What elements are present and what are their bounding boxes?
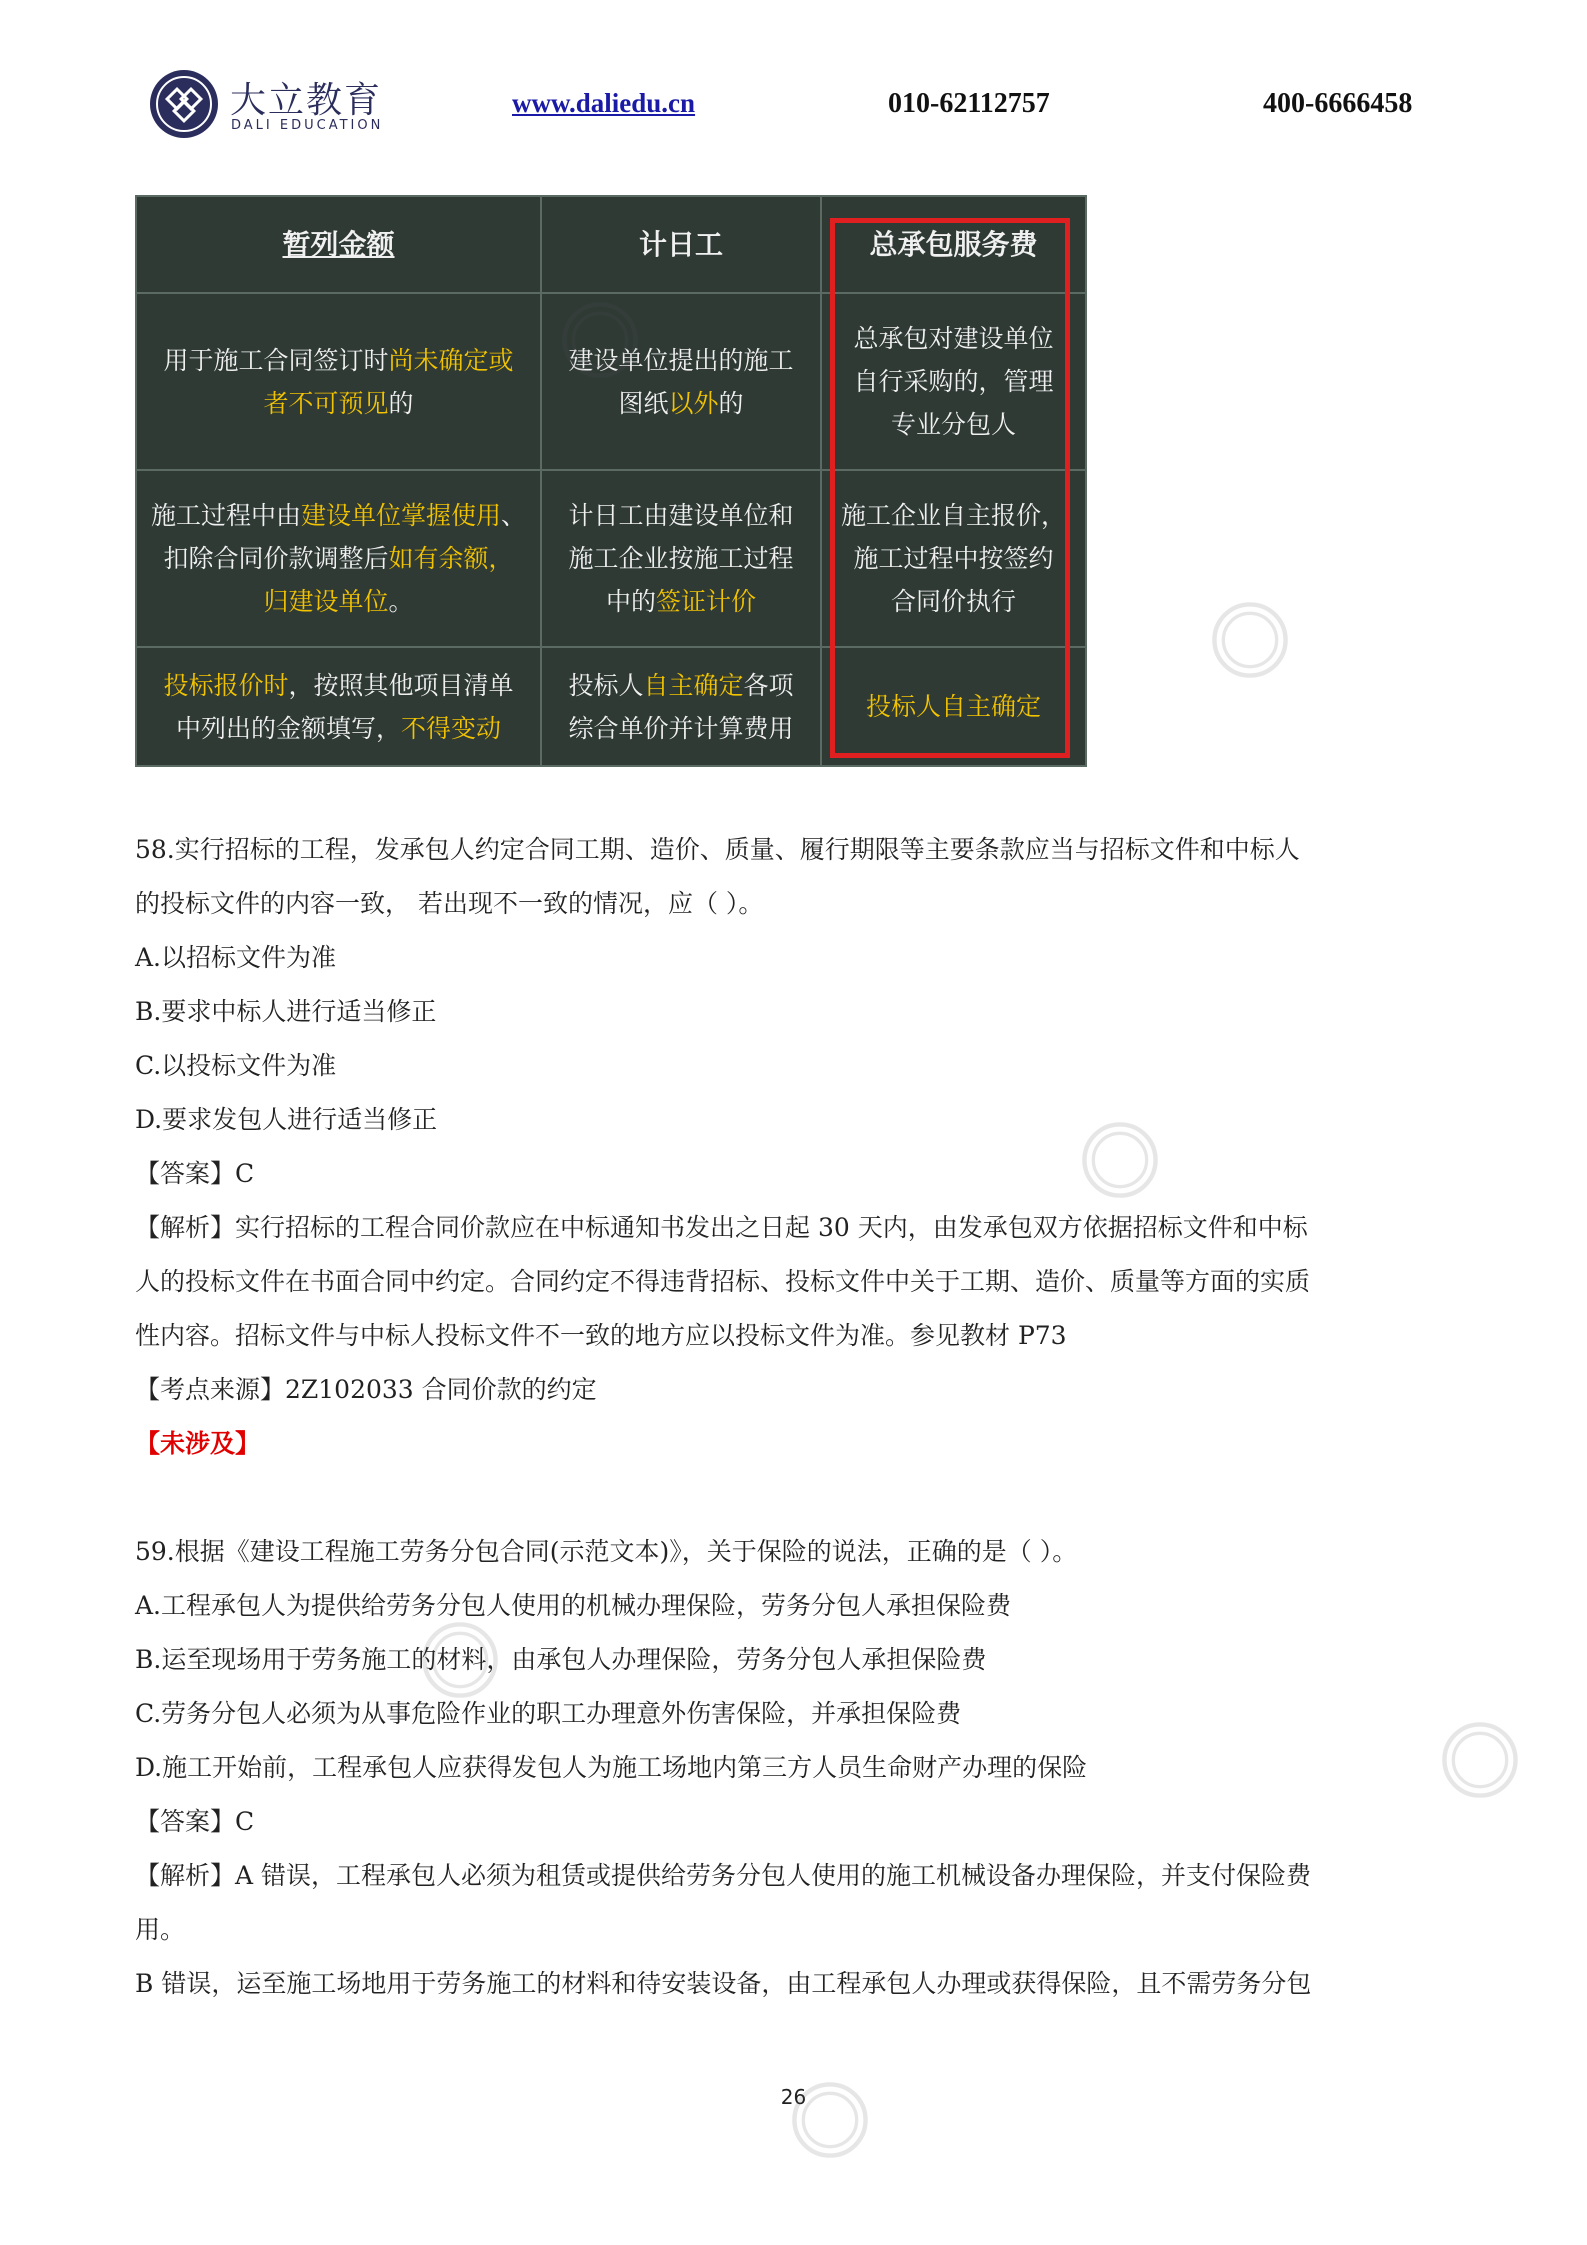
table-cell xyxy=(136,293,541,470)
cell-text: 中的 xyxy=(605,587,656,617)
cell-text: 投标人 xyxy=(568,670,644,700)
cell-text: 中列出的金额填写， xyxy=(175,713,401,743)
brand-name-en: DALI EDUCATION xyxy=(231,118,384,133)
table-cell xyxy=(541,470,821,647)
q59-option-d: D.施工开始前，工程承包人应获得发包人为施工场地内第三方人员生命财产办理的保险 xyxy=(135,1753,1088,1782)
cell-highlight: 尚未确定或 xyxy=(388,345,514,375)
q58-explanation-line3: 性内容。招标文件与中标人投标文件不一致的地方应以投标文件为准。参见教材 P73 xyxy=(135,1321,1067,1350)
cell-text: 计日工由建设单位和 xyxy=(568,501,794,531)
cell-highlight: 自主确定 xyxy=(643,670,744,700)
highlight-frame xyxy=(830,218,1070,758)
header-provisional-sum: 暂列金额 xyxy=(136,196,541,293)
q58-tag: 【未涉及】 xyxy=(135,1429,261,1458)
cell-text: 施工企业自主报价， xyxy=(840,501,1066,531)
q58-option-b: B.要求中标人进行适当修正 xyxy=(135,997,437,1026)
q58-explanation-line2: 人的投标文件在书面合同中约定。合同约定不得违背招标、投标文件中关于工期、造价、质量等方面的实质 xyxy=(135,1267,1311,1296)
q59-option-c: C.劳务分包人必须为从事危险作业的职工办理意外伤害保险，并承担保险费 xyxy=(135,1699,962,1728)
cell-text: 扣除合同价款调整后 xyxy=(163,544,389,574)
cell-highlight: 不得变动 xyxy=(401,713,502,743)
dali-logo-icon xyxy=(148,68,220,140)
cell-text: 的 xyxy=(388,388,414,418)
cell-text: 的 xyxy=(718,388,744,418)
cell-text: 图纸 xyxy=(618,388,669,418)
table-cell xyxy=(541,647,821,766)
cell-text: 施工过程中按签约 xyxy=(853,544,1054,574)
table-cell xyxy=(136,470,541,647)
q59-option-b: B.运至现场用于劳务施工的材料，由承包人办理保险，劳务分包人承担保险费 xyxy=(135,1645,987,1674)
page-header xyxy=(0,0,1587,160)
cell-text: 专业分包人 xyxy=(890,410,1016,440)
q58-option-d: D.要求发包人进行适当修正 xyxy=(135,1105,438,1134)
phone-number: 010-62112757 xyxy=(888,88,1050,119)
cell-text: 各项 xyxy=(743,670,794,700)
cell-text: 施工企业按施工过程 xyxy=(568,544,794,574)
q59-explanation-line1: 【解析】A 错误，工程承包人必须为租赁或提供给劳务分包人使用的施工机械设备办理保险，并支付保险费 xyxy=(135,1861,1312,1890)
q59-answer: 【答案】C xyxy=(135,1807,255,1836)
header-main-contractor-fee: 总承包服务费 xyxy=(821,196,1086,293)
cell-highlight: 签证计价 xyxy=(656,587,757,617)
brand-name: 大立教育 xyxy=(230,80,383,121)
cell-text: 自行采购的，管理 xyxy=(853,367,1054,397)
header-daywork: 计日工 xyxy=(541,196,821,293)
website-link[interactable]: www.daliedu.cn xyxy=(512,88,696,118)
cell-highlight: 投标报价时 xyxy=(163,670,289,700)
page-number: 26 xyxy=(780,2085,807,2109)
q58-stem-line2: 的投标文件的内容一致， 若出现不一致的情况，应（ ）。 xyxy=(135,889,764,918)
cell-text: 建设单位提出的施工 xyxy=(568,345,794,375)
cell-text: 用于施工合同签订时 xyxy=(163,345,389,375)
cell-text: 合同价执行 xyxy=(890,587,1016,617)
cell-text: 、 xyxy=(501,501,527,531)
table-cell xyxy=(541,293,821,470)
cell-highlight: 如有余额， xyxy=(388,544,514,574)
watermark-logo-icon xyxy=(1440,1720,1520,1800)
cell-highlight: 归建设单位 xyxy=(263,587,389,617)
q59-explanation-line2: 用。 xyxy=(135,1915,186,1944)
cell-text: 。 xyxy=(388,587,414,617)
cell-text: 综合单价并计算费用 xyxy=(568,713,794,743)
cell-highlight: 者不可预见 xyxy=(263,388,389,418)
q58-explanation-line1: 【解析】实行招标的工程合同价款应在中标通知书发出之日起 30 天内，由发承包双方依据招标文件和中标 xyxy=(135,1213,1308,1242)
watermark-logo-icon xyxy=(1080,1120,1160,1200)
q59-option-a: A.工程承包人为提供给劳务分包人使用的机械办理保险，劳务分包人承担保险费 xyxy=(135,1591,1012,1620)
cell-text: ，按照其他项目清单 xyxy=(288,670,514,700)
q58-option-c: C.以投标文件为准 xyxy=(135,1051,337,1080)
q59-explanation-line3: B 错误，运至施工场地用于劳务施工的材料和待安装设备，由工程承包人办理或获得保险，且不需劳务分包 xyxy=(135,1969,1312,1998)
q59-stem: 59.根据《建设工程施工劳务分包合同(示范文本)》，关于保险的说法，正确的是（ ）。 xyxy=(135,1537,1078,1566)
q58-answer: 【答案】C xyxy=(135,1159,255,1188)
table-cell xyxy=(136,647,541,766)
cell-highlight: 以外 xyxy=(668,388,719,418)
cell-highlight: 建设单位掌握使用 xyxy=(300,501,501,531)
q58-stem-line1: 58.实行招标的工程，发承包人约定合同工期、造价、质量、履行期限等主要条款应当与招标文件和中标人 xyxy=(135,835,1300,864)
cell-text: 施工过程中由 xyxy=(150,501,301,531)
q58-option-a: A.以招标文件为准 xyxy=(135,943,337,972)
cell-highlight: 投标人自主确定 xyxy=(865,692,1041,722)
watermark-logo-icon xyxy=(1210,600,1290,680)
cell-text: 总承包对建设单位 xyxy=(853,324,1054,354)
hotline-number: 400-6666458 xyxy=(1263,88,1413,119)
q58-source: 【考点来源】2Z102033 合同价款的约定 xyxy=(135,1375,597,1404)
